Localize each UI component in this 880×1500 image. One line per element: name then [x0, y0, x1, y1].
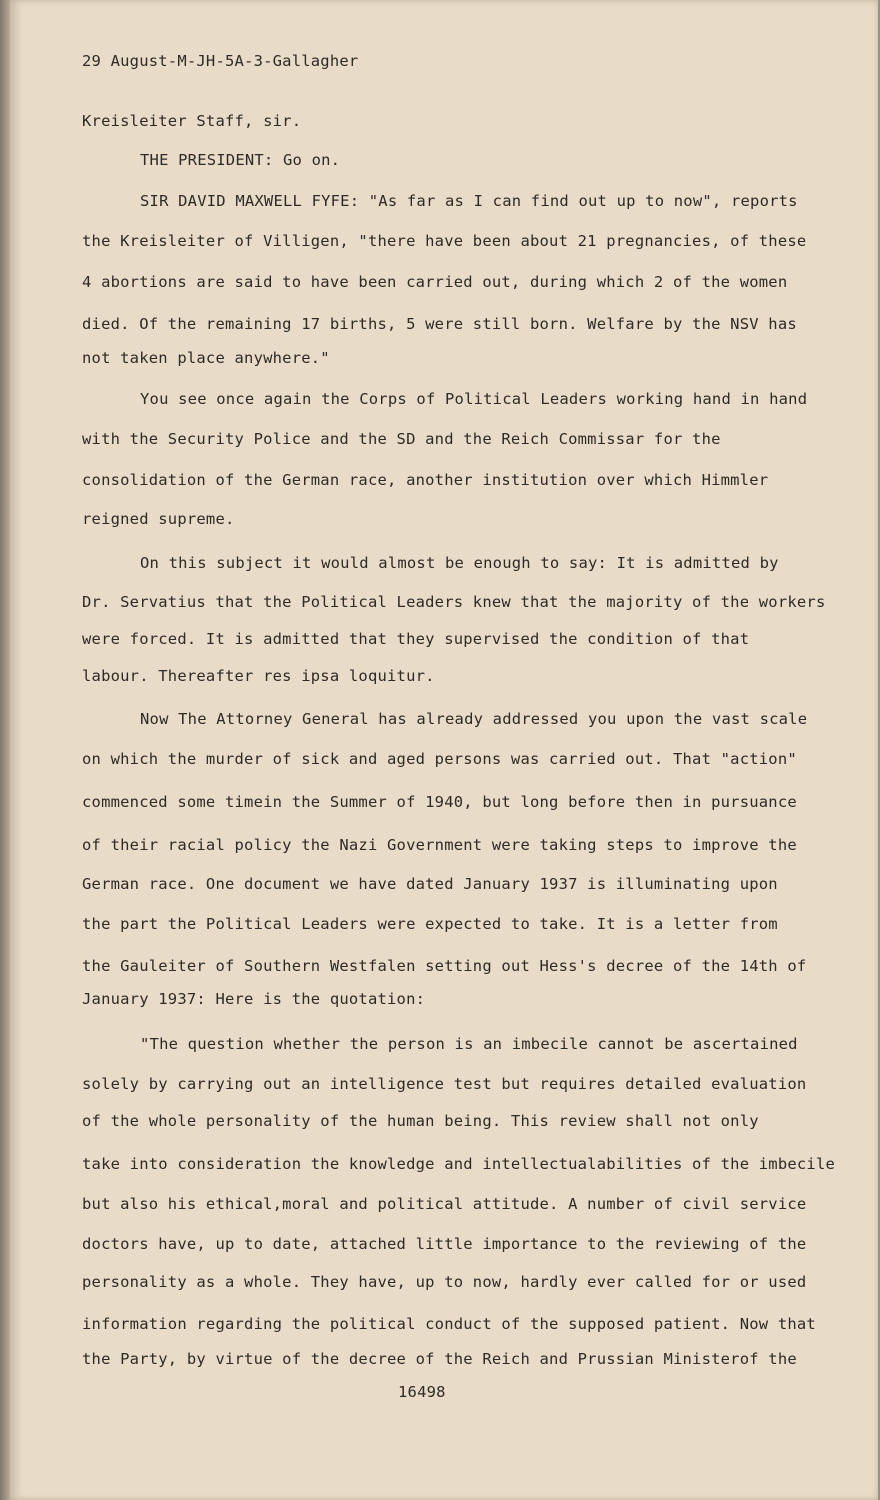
- text-line: were forced. It is admitted that they supervised the condition of that: [82, 630, 750, 648]
- quote-line: personality as a whole. They have, up to now, hardly ever called for or used: [82, 1273, 807, 1291]
- text-line: Kreisleiter Staff, sir.: [82, 112, 302, 130]
- text-line: January 1937: Here is the quotation:: [82, 990, 426, 1008]
- quote-line: take into consideration the knowledge and intellectualabilities of the imbecile: [82, 1155, 836, 1173]
- quote-line: but also his ethical,moral and political attitude. A number of civil service: [82, 1195, 807, 1213]
- quote-line: "The question whether the person is an imbecile cannot be ascertained: [140, 1035, 798, 1053]
- text-line: not taken place anywhere.": [82, 349, 330, 367]
- text-line: reigned supreme.: [82, 510, 235, 528]
- document-page: [10, 0, 878, 1500]
- text-line: with the Security Police and the SD and the Reich Commissar for the: [82, 430, 721, 448]
- text-line: of their racial policy the Nazi Government were taking steps to improve the: [82, 836, 797, 854]
- text-line: labour. Thereafter res ipsa loquitur.: [82, 667, 435, 685]
- quote-line: information regarding the political conduct of the supposed patient. Now that: [82, 1315, 816, 1333]
- quote-line: solely by carrying out an intelligence test but requires detailed evaluation: [82, 1075, 807, 1093]
- text-line: consolidation of the German race, another institution over which Himmler: [82, 471, 769, 489]
- text-line: the Kreisleiter of Villigen, "there have been about 21 pregnancies, of these: [82, 232, 807, 250]
- text-line: Dr. Servatius that the Political Leaders knew that the majority of the workers: [82, 593, 826, 611]
- text-line: THE PRESIDENT: Go on.: [140, 151, 341, 169]
- quote-line: doctors have, up to date, attached little importance to the reviewing of the: [82, 1235, 807, 1253]
- text-line: You see once again the Corps of Political Leaders working hand in hand: [140, 390, 808, 408]
- quote-line: of the whole personality of the human being. This review shall not only: [82, 1112, 759, 1130]
- text-line: commenced some timein the Summer of 1940, but long before then in pursuance: [82, 793, 797, 811]
- page-number: 16498: [398, 1383, 446, 1401]
- text-line: 4 abortions are said to have been carried out, during which 2 of the women: [82, 273, 788, 291]
- text-line: SIR DAVID MAXWELL FYFE: "As far as I can find out up to now", reports: [140, 192, 798, 210]
- page-header: 29 August-M-JH-5A-3-Gallagher: [82, 52, 359, 70]
- text-line: Now The Attorney General has already addressed you upon the vast scale: [140, 710, 808, 728]
- text-line: the Gauleiter of Southern Westfalen setting out Hess's decree of the 14th of: [82, 957, 807, 975]
- text-line: the part the Political Leaders were expected to take. It is a letter from: [82, 915, 778, 933]
- page-binding-edge: [0, 0, 10, 1500]
- text-line: German race. One document we have dated January 1937 is illuminating upon: [82, 875, 778, 893]
- text-line: died. Of the remaining 17 births, 5 were still born. Welfare by the NSV has: [82, 315, 797, 333]
- text-line: On this subject it would almost be enough to say: It is admitted by: [140, 554, 779, 572]
- text-line: on which the murder of sick and aged persons was carried out. That "action": [82, 750, 797, 768]
- quote-line: the Party, by virtue of the decree of the Reich and Prussian Ministerof the: [82, 1350, 797, 1368]
